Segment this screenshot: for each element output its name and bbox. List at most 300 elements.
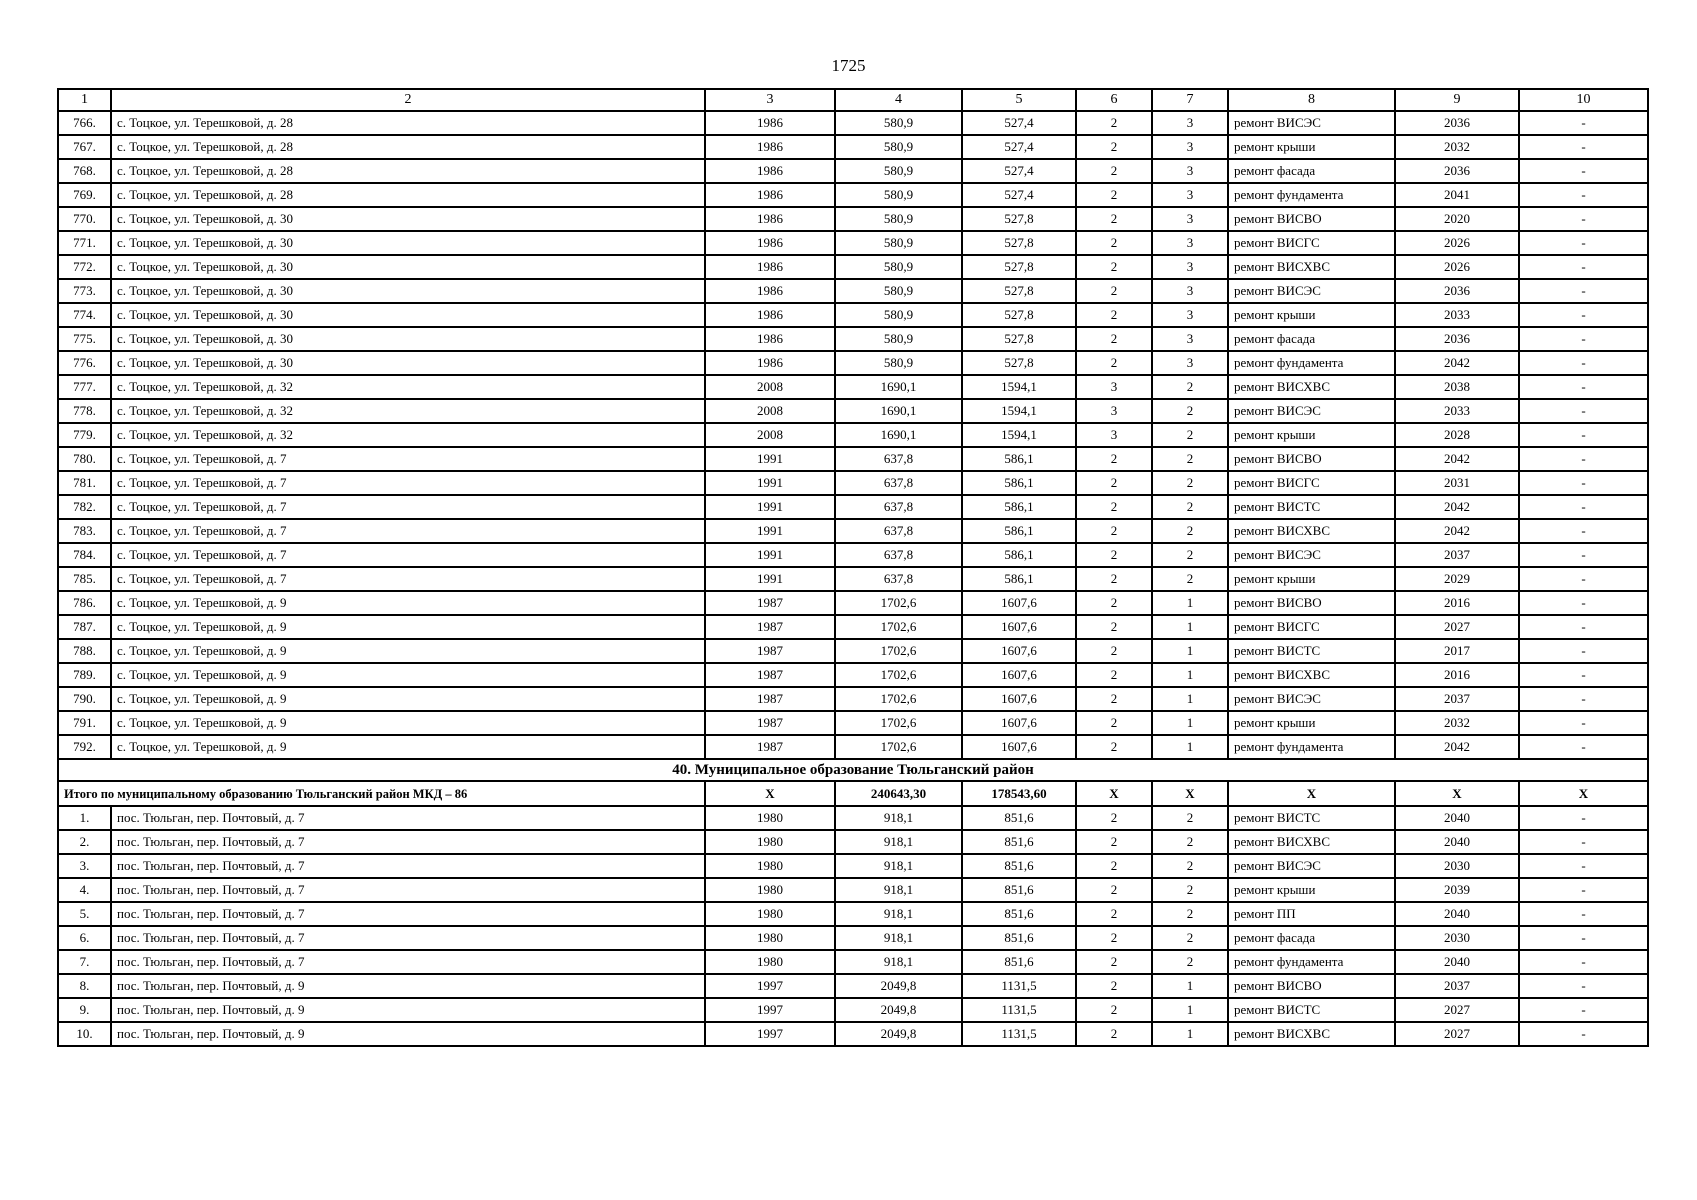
planned-year-cell: 2041 [1395,183,1519,207]
row-number-cell: 1. [58,806,111,830]
address-cell: с. Тоцкое, ул. Терешковой, д. 28 [111,159,705,183]
row-number-cell: 792. [58,735,111,759]
living-area-cell: 586,1 [962,519,1076,543]
column-number: 10 [1519,89,1648,111]
floors-cell: 2 [1076,902,1152,926]
build-year-cell: 1987 [705,639,835,663]
build-year-cell: 1987 [705,663,835,687]
planned-year-cell: 2026 [1395,231,1519,255]
entrances-cell: 1 [1152,591,1228,615]
work-type-cell: ремонт фасада [1228,926,1395,950]
table-row [58,135,1648,159]
note-cell: - [1519,735,1648,759]
work-type-cell: ремонт ВИСХВС [1228,519,1395,543]
entrances-cell: 1 [1152,663,1228,687]
table-row [58,351,1648,375]
build-year-cell: 1986 [705,303,835,327]
note-cell: - [1519,183,1648,207]
table-row [58,375,1648,399]
total-area-cell: 637,8 [835,519,962,543]
row-number-cell: 771. [58,231,111,255]
address-cell: с. Тоцкое, ул. Терешковой, д. 30 [111,279,705,303]
floors-cell: 2 [1076,519,1152,543]
total-area-cell: 580,9 [835,351,962,375]
living-area-cell: 1131,5 [962,1022,1076,1046]
total-area-cell: 1702,6 [835,735,962,759]
note-cell: - [1519,615,1648,639]
entrances-cell: 3 [1152,255,1228,279]
living-area-cell: 1607,6 [962,639,1076,663]
total-area-cell: 637,8 [835,471,962,495]
column-number: 7 [1152,89,1228,111]
build-year-cell: 1986 [705,111,835,135]
address-cell: с. Тоцкое, ул. Терешковой, д. 30 [111,255,705,279]
note-cell: - [1519,255,1648,279]
build-year-cell: 2008 [705,423,835,447]
total-area-cell: 637,8 [835,543,962,567]
entrances-cell: 1 [1152,735,1228,759]
entrances-cell: 1 [1152,1022,1228,1046]
total-area-cell: 637,8 [835,495,962,519]
address-cell: с. Тоцкое, ул. Терешковой, д. 9 [111,735,705,759]
work-type-cell: ремонт ВИСЭС [1228,111,1395,135]
note-cell: - [1519,327,1648,351]
living-area-cell: 1607,6 [962,711,1076,735]
row-number-cell: 3. [58,854,111,878]
planned-year-cell: 2042 [1395,495,1519,519]
total-area-cell: 1702,6 [835,663,962,687]
planned-year-cell: 2033 [1395,399,1519,423]
entrances-cell: 2 [1152,519,1228,543]
row-number-cell: 770. [58,207,111,231]
living-area-cell: 527,8 [962,207,1076,231]
work-type-cell: ремонт ВИСХВС [1228,830,1395,854]
living-area-cell: 851,6 [962,926,1076,950]
floors-cell: 2 [1076,687,1152,711]
living-area-cell: 527,4 [962,135,1076,159]
floors-cell: 2 [1076,854,1152,878]
living-area-cell: 1594,1 [962,399,1076,423]
row-number-cell: 5. [58,902,111,926]
total-area-cell: 1690,1 [835,399,962,423]
note-cell: - [1519,279,1648,303]
note-cell: - [1519,854,1648,878]
row-number-cell: 10. [58,1022,111,1046]
planned-year-cell: 2042 [1395,351,1519,375]
build-year-cell: 1997 [705,974,835,998]
floors-cell: 2 [1076,183,1152,207]
floors-cell: 2 [1076,950,1152,974]
living-area-cell: 1607,6 [962,615,1076,639]
row-number-cell: 6. [58,926,111,950]
work-type-cell: ремонт ПП [1228,902,1395,926]
build-year-cell: 1997 [705,998,835,1022]
planned-year-cell: 2028 [1395,423,1519,447]
address-cell: с. Тоцкое, ул. Терешковой, д. 32 [111,399,705,423]
address-cell: с. Тоцкое, ул. Терешковой, д. 30 [111,303,705,327]
living-area-cell: 586,1 [962,471,1076,495]
work-type-cell: ремонт ВИСХВС [1228,663,1395,687]
total-cell: Х [1152,781,1228,806]
page-number: 1725 [831,56,866,75]
note-cell: - [1519,830,1648,854]
build-year-cell: 1991 [705,567,835,591]
total-cell: Х [1519,781,1648,806]
living-area-cell: 527,8 [962,351,1076,375]
address-cell: с. Тоцкое, ул. Терешковой, д. 30 [111,231,705,255]
planned-year-cell: 2031 [1395,471,1519,495]
total-area-cell: 580,9 [835,231,962,255]
entrances-cell: 3 [1152,207,1228,231]
column-number: 2 [111,89,705,111]
planned-year-cell: 2040 [1395,902,1519,926]
table-row [58,854,1648,878]
total-area-cell: 2049,8 [835,998,962,1022]
table-row [58,926,1648,950]
work-type-cell: ремонт крыши [1228,303,1395,327]
build-year-cell: 1991 [705,471,835,495]
living-area-cell: 1607,6 [962,591,1076,615]
entrances-cell: 2 [1152,471,1228,495]
floors-cell: 2 [1076,543,1152,567]
address-cell: с. Тоцкое, ул. Терешковой, д. 28 [111,135,705,159]
table-row [58,878,1648,902]
column-number: 1 [58,89,111,111]
entrances-cell: 2 [1152,854,1228,878]
section-block [58,759,1648,806]
row-number-cell: 774. [58,303,111,327]
row-number-cell: 773. [58,279,111,303]
entrances-cell: 3 [1152,159,1228,183]
entrances-cell: 2 [1152,375,1228,399]
note-cell: - [1519,351,1648,375]
build-year-cell: 2008 [705,375,835,399]
address-cell: с. Тоцкое, ул. Терешковой, д. 7 [111,567,705,591]
row-number-cell: 767. [58,135,111,159]
floors-cell: 2 [1076,327,1152,351]
section-header-row [58,759,1648,781]
row-number-cell: 790. [58,687,111,711]
build-year-cell: 1980 [705,806,835,830]
address-cell: пос. Тюльган, пер. Почтовый, д. 7 [111,902,705,926]
table-row [58,615,1648,639]
build-year-cell: 1986 [705,327,835,351]
total-area-cell: 580,9 [835,327,962,351]
address-cell: с. Тоцкое, ул. Терешковой, д. 9 [111,639,705,663]
build-year-cell: 2008 [705,399,835,423]
planned-year-cell: 2030 [1395,926,1519,950]
note-cell: - [1519,639,1648,663]
total-cell: Х [1076,781,1152,806]
total-area-cell: 918,1 [835,854,962,878]
work-type-cell: ремонт ВИСЭС [1228,543,1395,567]
build-year-cell: 1980 [705,854,835,878]
planned-year-cell: 2042 [1395,735,1519,759]
build-year-cell: 1986 [705,279,835,303]
work-type-cell: ремонт крыши [1228,423,1395,447]
build-year-cell: 1991 [705,447,835,471]
table-row [58,183,1648,207]
build-year-cell: 1986 [705,255,835,279]
total-area-cell: 2049,8 [835,974,962,998]
work-type-cell: ремонт крыши [1228,711,1395,735]
living-area-cell: 586,1 [962,567,1076,591]
total-area-cell: 580,9 [835,111,962,135]
note-cell: - [1519,902,1648,926]
build-year-cell: 1991 [705,519,835,543]
work-type-cell: ремонт фасада [1228,159,1395,183]
note-cell: - [1519,543,1648,567]
entrances-cell: 2 [1152,495,1228,519]
planned-year-cell: 2037 [1395,543,1519,567]
work-type-cell: ремонт ВИСТС [1228,639,1395,663]
total-living-area: 178543,60 [962,781,1076,806]
planned-year-cell: 2036 [1395,111,1519,135]
build-year-cell: 1986 [705,351,835,375]
address-cell: с. Тоцкое, ул. Терешковой, д. 30 [111,327,705,351]
row-number-cell: 782. [58,495,111,519]
row-number-cell: 789. [58,663,111,687]
note-cell: - [1519,591,1648,615]
note-cell: - [1519,711,1648,735]
planned-year-cell: 2016 [1395,591,1519,615]
living-area-cell: 1607,6 [962,663,1076,687]
note-cell: - [1519,303,1648,327]
total-area-cell: 580,9 [835,279,962,303]
entrances-cell: 2 [1152,423,1228,447]
column-number: 8 [1228,89,1395,111]
floors-cell: 2 [1076,303,1152,327]
build-year-cell: 1997 [705,1022,835,1046]
floors-cell: 2 [1076,159,1152,183]
note-cell: - [1519,950,1648,974]
build-year-cell: 1987 [705,711,835,735]
work-type-cell: ремонт фасада [1228,327,1395,351]
note-cell: - [1519,471,1648,495]
entrances-cell: 3 [1152,111,1228,135]
row-number-cell: 779. [58,423,111,447]
note-cell: - [1519,111,1648,135]
floors-cell: 2 [1076,1022,1152,1046]
living-area-cell: 851,6 [962,878,1076,902]
address-cell: пос. Тюльган, пер. Почтовый, д. 9 [111,1022,705,1046]
row-number-cell: 776. [58,351,111,375]
floors-cell: 2 [1076,135,1152,159]
floors-cell: 2 [1076,471,1152,495]
total-area-cell: 918,1 [835,926,962,950]
row-number-cell: 781. [58,471,111,495]
column-number: 4 [835,89,962,111]
planned-year-cell: 2039 [1395,878,1519,902]
build-year-cell: 1987 [705,615,835,639]
planned-year-cell: 2029 [1395,567,1519,591]
entrances-cell: 2 [1152,830,1228,854]
total-cell: Х [1228,781,1395,806]
planned-year-cell: 2037 [1395,974,1519,998]
address-cell: пос. Тюльган, пер. Почтовый, д. 7 [111,854,705,878]
address-cell: пос. Тюльган, пер. Почтовый, д. 7 [111,806,705,830]
column-number-row [58,89,1648,111]
build-year-cell: 1980 [705,950,835,974]
total-area-cell: 580,9 [835,159,962,183]
floors-cell: 2 [1076,806,1152,830]
entrances-cell: 1 [1152,687,1228,711]
build-year-cell: 1987 [705,735,835,759]
work-type-cell: ремонт ВИСХВС [1228,255,1395,279]
address-cell: пос. Тюльган, пер. Почтовый, д. 9 [111,974,705,998]
floors-cell: 2 [1076,998,1152,1022]
build-year-cell: 1980 [705,830,835,854]
floors-cell: 3 [1076,423,1152,447]
table-row [58,567,1648,591]
work-type-cell: ремонт крыши [1228,135,1395,159]
floors-cell: 2 [1076,255,1152,279]
total-area: 240643,30 [835,781,962,806]
work-type-cell: ремонт ВИСГС [1228,471,1395,495]
address-cell: с. Тоцкое, ул. Терешковой, д. 7 [111,495,705,519]
table-row [58,495,1648,519]
work-type-cell: ремонт ВИСТС [1228,495,1395,519]
address-cell: с. Тоцкое, ул. Терешковой, д. 32 [111,423,705,447]
table-row [58,950,1648,974]
address-cell: с. Тоцкое, ул. Терешковой, д. 28 [111,111,705,135]
note-cell: - [1519,687,1648,711]
planned-year-cell: 2037 [1395,687,1519,711]
table-row [58,974,1648,998]
entrances-cell: 3 [1152,135,1228,159]
table-row [58,279,1648,303]
row-number-cell: 768. [58,159,111,183]
table-row [58,639,1648,663]
table-body-part-2 [58,806,1648,1046]
living-area-cell: 527,8 [962,255,1076,279]
total-area-cell: 2049,8 [835,1022,962,1046]
total-area-cell: 918,1 [835,878,962,902]
work-type-cell: ремонт ВИСВО [1228,591,1395,615]
living-area-cell: 1607,6 [962,735,1076,759]
total-area-cell: 918,1 [835,830,962,854]
row-number-cell: 778. [58,399,111,423]
address-cell: с. Тоцкое, ул. Терешковой, д. 30 [111,207,705,231]
floors-cell: 2 [1076,663,1152,687]
floors-cell: 2 [1076,639,1152,663]
work-type-cell: ремонт ВИСЭС [1228,687,1395,711]
floors-cell: 2 [1076,447,1152,471]
repair-register-table [57,88,1649,1047]
work-type-cell: ремонт ВИСВО [1228,974,1395,998]
table-row [58,207,1648,231]
floors-cell: 2 [1076,926,1152,950]
planned-year-cell: 2017 [1395,639,1519,663]
total-area-cell: 580,9 [835,303,962,327]
total-row [58,781,1648,806]
note-cell: - [1519,207,1648,231]
planned-year-cell: 2040 [1395,830,1519,854]
total-area-cell: 1690,1 [835,375,962,399]
entrances-cell: 2 [1152,567,1228,591]
note-cell: - [1519,926,1648,950]
table-row [58,591,1648,615]
work-type-cell: ремонт фундамента [1228,735,1395,759]
table-row [58,902,1648,926]
living-area-cell: 1594,1 [962,375,1076,399]
table-row [58,327,1648,351]
total-label: Итого по муниципальному образованию Тюльганский район МКД – 86 [58,781,705,806]
table-row [58,303,1648,327]
table-row [58,1022,1648,1046]
total-area-cell: 580,9 [835,135,962,159]
work-type-cell: ремонт крыши [1228,878,1395,902]
address-cell: пос. Тюльган, пер. Почтовый, д. 7 [111,878,705,902]
work-type-cell: ремонт ВИСЭС [1228,854,1395,878]
living-area-cell: 851,6 [962,830,1076,854]
build-year-cell: 1991 [705,495,835,519]
floors-cell: 2 [1076,351,1152,375]
row-number-cell: 788. [58,639,111,663]
note-cell: - [1519,159,1648,183]
address-cell: с. Тоцкое, ул. Терешковой, д. 9 [111,687,705,711]
entrances-cell: 2 [1152,878,1228,902]
work-type-cell: ремонт ВИСВО [1228,447,1395,471]
planned-year-cell: 2027 [1395,998,1519,1022]
row-number-cell: 783. [58,519,111,543]
build-year-cell: 1987 [705,687,835,711]
entrances-cell: 1 [1152,639,1228,663]
total-area-cell: 1702,6 [835,639,962,663]
planned-year-cell: 2033 [1395,303,1519,327]
table-row [58,447,1648,471]
total-area-cell: 1702,6 [835,711,962,735]
build-year-cell: 1987 [705,591,835,615]
table-row [58,663,1648,687]
planned-year-cell: 2042 [1395,447,1519,471]
build-year-cell: 1980 [705,878,835,902]
floors-cell: 2 [1076,279,1152,303]
build-year-cell: 1986 [705,231,835,255]
living-area-cell: 1131,5 [962,998,1076,1022]
row-number-cell: 791. [58,711,111,735]
note-cell: - [1519,1022,1648,1046]
entrances-cell: 1 [1152,711,1228,735]
planned-year-cell: 2026 [1395,255,1519,279]
work-type-cell: ремонт ВИСХВС [1228,375,1395,399]
living-area-cell: 527,8 [962,279,1076,303]
total-area-cell: 1690,1 [835,423,962,447]
floors-cell: 2 [1076,615,1152,639]
entrances-cell: 2 [1152,543,1228,567]
row-number-cell: 7. [58,950,111,974]
table-row [58,471,1648,495]
living-area-cell: 586,1 [962,543,1076,567]
entrances-cell: 3 [1152,279,1228,303]
floors-cell: 2 [1076,878,1152,902]
row-number-cell: 766. [58,111,111,135]
note-cell: - [1519,231,1648,255]
living-area-cell: 851,6 [962,950,1076,974]
row-number-cell: 777. [58,375,111,399]
build-year-cell: 1986 [705,183,835,207]
floors-cell: 2 [1076,495,1152,519]
planned-year-cell: 2036 [1395,279,1519,303]
work-type-cell: ремонт ВИСХВС [1228,1022,1395,1046]
living-area-cell: 1607,6 [962,687,1076,711]
address-cell: с. Тоцкое, ул. Терешковой, д. 30 [111,351,705,375]
note-cell: - [1519,878,1648,902]
address-cell: пос. Тюльган, пер. Почтовый, д. 7 [111,926,705,950]
planned-year-cell: 2027 [1395,1022,1519,1046]
living-area-cell: 1594,1 [962,423,1076,447]
entrances-cell: 1 [1152,974,1228,998]
